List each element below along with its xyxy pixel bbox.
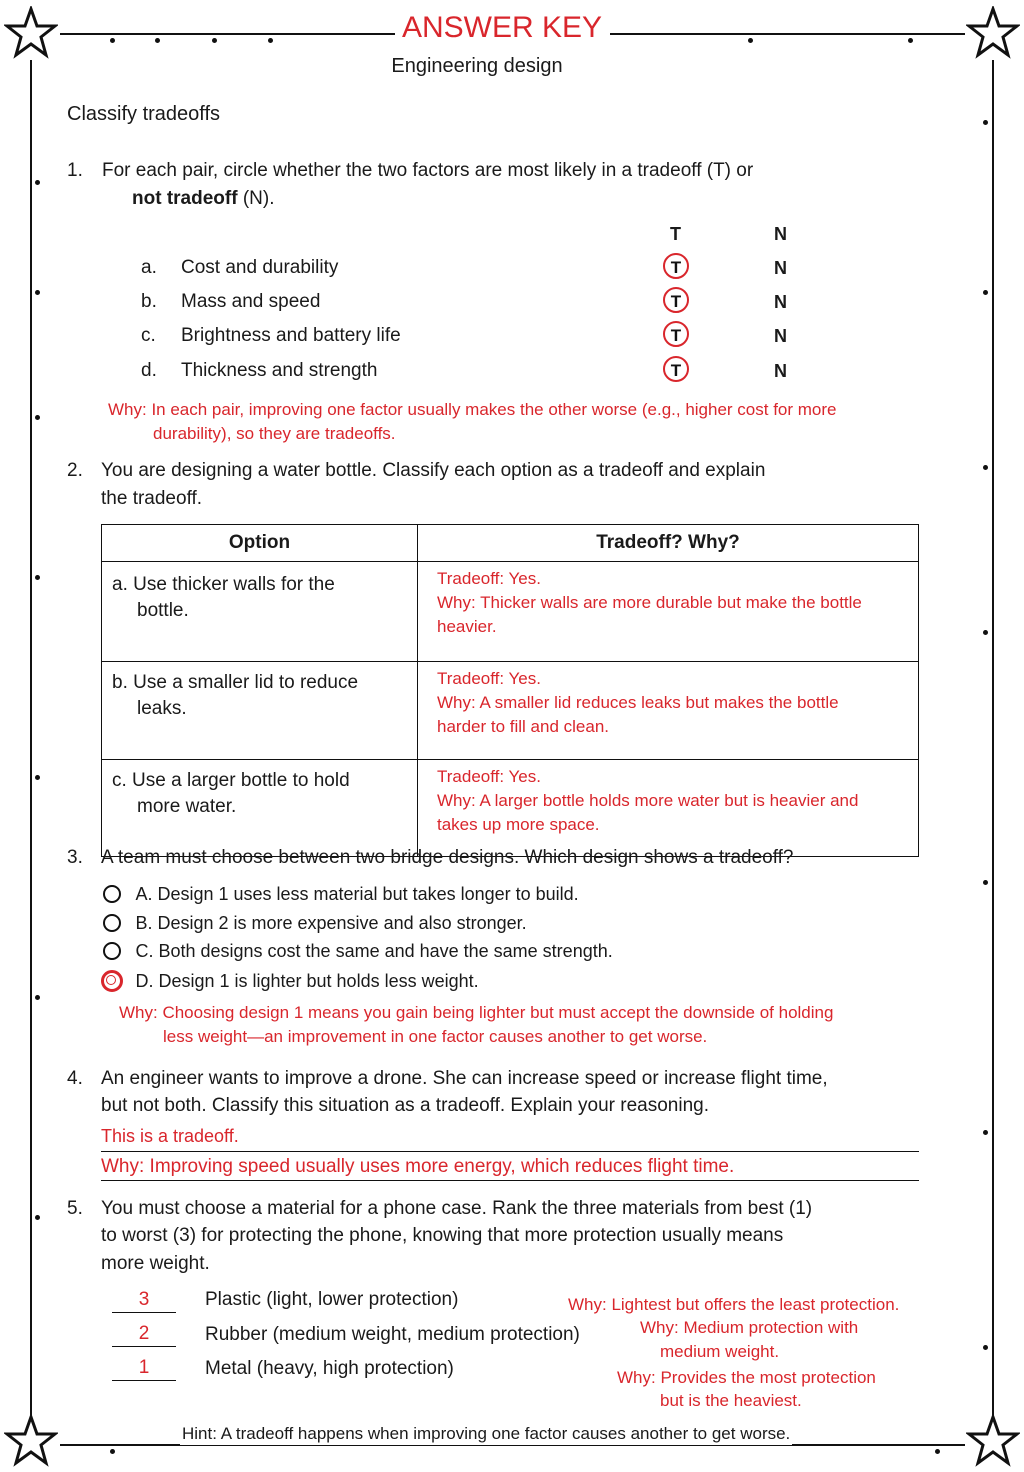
radio-unselected[interactable] xyxy=(103,942,121,960)
q3-option-label: B. Design 2 is more expensive and also stronger. xyxy=(135,913,527,933)
q2-answer-cell xyxy=(418,562,919,662)
q2-prompt-line1: You are designing a water bottle. Classify each option as a tradeoff and explain xyxy=(101,460,766,481)
q4-prompt-line1: An engineer wants to improve a drone. She can increase speed or increase flight time, xyxy=(101,1068,828,1089)
q3-number: 3. xyxy=(67,847,83,868)
q1-item-t-circled[interactable] xyxy=(663,321,689,347)
q1-col-n: N xyxy=(774,224,787,244)
star-icon xyxy=(966,1414,1020,1468)
q2-answer-line2: Why: A larger bottle holds more water but is heavier and xyxy=(437,791,859,810)
q5-item-why-line1: Why: Medium protection with xyxy=(640,1318,859,1337)
q3-option-b[interactable] xyxy=(103,910,527,936)
q1-number: 1. xyxy=(67,160,83,181)
decor-dot xyxy=(110,1449,115,1454)
q1-item-text: Cost and durability xyxy=(181,257,339,278)
q5-rank-field[interactable]: 2 xyxy=(112,1322,176,1347)
hint-text: Hint: A tradeoff happens when improving one factor causes another to get worse. xyxy=(182,1424,791,1443)
q2-answer-line2: Why: A smaller lid reduces leaks but makes the bottle xyxy=(437,693,839,712)
q1-item-t-circled[interactable] xyxy=(663,253,689,279)
q1-item-letter: a. xyxy=(141,257,157,278)
q3-prompt: A team must choose between two bridge designs. Which design shows a tradeoff? xyxy=(101,847,794,868)
q4-answer-underline-2 xyxy=(101,1180,919,1181)
q2-answer-line3: harder to fill and clean. xyxy=(437,717,609,736)
page-subtitle: Engineering design xyxy=(391,55,563,77)
q2-option-line2: leaks. xyxy=(137,698,187,719)
q1-item-letter: c. xyxy=(141,325,156,346)
q3-option-label: C. Both designs cost the same and have the same strength. xyxy=(135,941,613,961)
q1-item-letter: d. xyxy=(141,360,157,381)
q1-item-text: Brightness and battery life xyxy=(181,325,401,346)
q3-option-a[interactable] xyxy=(103,881,579,907)
q4-number: 4. xyxy=(67,1068,83,1089)
decor-dot xyxy=(935,1449,940,1454)
q5-item-text: Plastic (light, lower protection) xyxy=(205,1289,459,1310)
q4-answer-line1: This is a tradeoff. xyxy=(101,1126,239,1146)
decor-dot xyxy=(983,1345,988,1350)
q5-item-why-line1: Why: Provides the most protection xyxy=(617,1368,876,1387)
q1-item-n[interactable]: N xyxy=(774,326,787,346)
q2-answer-line3: heavier. xyxy=(437,617,497,636)
q1-item-n[interactable]: N xyxy=(774,292,787,312)
decor-dot xyxy=(35,180,40,185)
q2-option-line2: bottle. xyxy=(137,600,189,621)
q1-t-answer: T xyxy=(663,253,689,279)
decor-dot xyxy=(35,995,40,1000)
q1-why-line2: durability), so they are tradeoffs. xyxy=(153,424,396,443)
q5-item-why-line2: medium weight. xyxy=(660,1342,780,1361)
q5-number: 5. xyxy=(67,1198,83,1219)
q2-option-line1: c. Use a larger bottle to hold xyxy=(112,770,350,791)
q5-item-why-line2: but is the heaviest. xyxy=(660,1391,802,1410)
q4-answer-line2: Why: Improving speed usually uses more energy, which reduces flight time. xyxy=(101,1156,735,1177)
decor-dot xyxy=(35,575,40,580)
q1-item-text: Mass and speed xyxy=(181,291,321,312)
q3-option-c[interactable] xyxy=(103,938,613,964)
table-row xyxy=(102,662,919,760)
decor-dot xyxy=(983,880,988,885)
q2-table xyxy=(101,524,919,857)
q3-why-line1: Why: Choosing design 1 means you gain being lighter but must accept the downside of holding xyxy=(119,1003,834,1022)
q3-option-label: D. Design 1 is lighter but holds less weight. xyxy=(135,971,479,991)
q2-option-line2: more water. xyxy=(137,796,237,817)
q5-prompt-line1: You must choose a material for a phone case. Rank the three materials from best (1) xyxy=(101,1198,813,1219)
q2-prompt-line2: the tradeoff. xyxy=(101,488,203,509)
decor-dot xyxy=(983,630,988,635)
q2-option-line1: a. Use thicker walls for the xyxy=(112,574,335,595)
q5-prompt-line2: to worst (3) for protecting the phone, knowing that more protection usually means xyxy=(101,1225,784,1246)
decor-dot xyxy=(983,1130,988,1135)
radio-unselected[interactable] xyxy=(103,914,121,932)
q5-rank-field[interactable]: 3 xyxy=(112,1288,176,1313)
table-row xyxy=(102,760,919,857)
q5-item-text: Metal (heavy, high protection) xyxy=(205,1358,454,1379)
q1-prompt-line2 xyxy=(132,186,274,212)
q3-option-label: A. Design 1 uses less material but takes longer to build. xyxy=(135,884,579,904)
q2-answer-line1: Tradeoff: Yes. xyxy=(437,569,541,588)
q1-prompt-bold: not tradeoff xyxy=(132,188,238,209)
q1-prompt-end: (N). xyxy=(237,188,275,209)
q1-why-line1: Why: In each pair, improving one factor usually makes the other worse (e.g., higher cost for more xyxy=(108,400,837,419)
q2-answer-line1: Tradeoff: Yes. xyxy=(437,669,541,688)
q3-why-line2: less weight—an improvement in one factor causes another to get worse. xyxy=(163,1027,708,1046)
decor-dot xyxy=(35,290,40,295)
page-title: ANSWER KEY xyxy=(401,11,603,44)
q1-item-n[interactable]: N xyxy=(774,361,787,381)
q4-answer-underline-1 xyxy=(101,1151,919,1152)
q2-number: 2. xyxy=(67,460,83,481)
q5-item-why: Why: Lightest but offers the least protection. xyxy=(568,1295,900,1314)
q2-header-tradeoff: Tradeoff? Why? xyxy=(418,525,919,562)
q2-answer-cell xyxy=(418,760,919,857)
q5-prompt-line3: more weight. xyxy=(101,1253,210,1274)
decor-dot xyxy=(983,120,988,125)
q1-item-t-circled[interactable] xyxy=(663,287,689,313)
q5-rank-field[interactable]: 1 xyxy=(112,1356,176,1381)
radio-selected[interactable] xyxy=(101,970,123,992)
q1-item-n[interactable]: N xyxy=(774,258,787,278)
border-left xyxy=(30,60,32,1420)
decor-dot xyxy=(983,465,988,470)
radio-unselected[interactable] xyxy=(103,885,121,903)
border-right xyxy=(992,60,994,1420)
decor-dot xyxy=(35,415,40,420)
decor-dot xyxy=(35,1215,40,1220)
star-icon xyxy=(4,1414,58,1468)
q2-table-header xyxy=(102,525,919,562)
q1-item-t-circled[interactable] xyxy=(663,356,689,382)
q4-prompt-line2: but not both. Classify this situation as a tradeoff. Explain your reasoning. xyxy=(101,1095,709,1116)
q2-answer-line1: Tradeoff: Yes. xyxy=(437,767,541,786)
q2-option-cell xyxy=(102,562,418,662)
decor-dot xyxy=(35,775,40,780)
q5-item-text: Rubber (medium weight, medium protection) xyxy=(205,1324,580,1345)
q1-t-answer: T xyxy=(663,321,689,347)
q1-t-answer: T xyxy=(663,287,689,313)
q1-t-answer: T xyxy=(663,356,689,382)
q2-option-cell xyxy=(102,662,418,760)
q1-prompt: For each pair, circle whether the two factors are most likely in a tradeoff (T) or xyxy=(102,160,754,181)
q1-item-text: Thickness and strength xyxy=(181,360,378,381)
decor-dot xyxy=(983,290,988,295)
q2-option-line1: b. Use a smaller lid to reduce xyxy=(112,672,359,693)
section-title: Classify tradeoffs xyxy=(67,103,221,125)
q2-header-option: Option xyxy=(102,525,418,562)
q2-option-cell xyxy=(102,760,418,857)
q2-answer-cell xyxy=(418,662,919,760)
q3-option-d[interactable] xyxy=(101,968,479,994)
table-row xyxy=(102,562,919,662)
q1-item-letter: b. xyxy=(141,291,157,312)
q1-col-t: T xyxy=(670,224,681,244)
q2-answer-line2: Why: Thicker walls are more durable but make the bottle xyxy=(437,593,862,612)
q2-answer-line3: takes up more space. xyxy=(437,815,600,834)
